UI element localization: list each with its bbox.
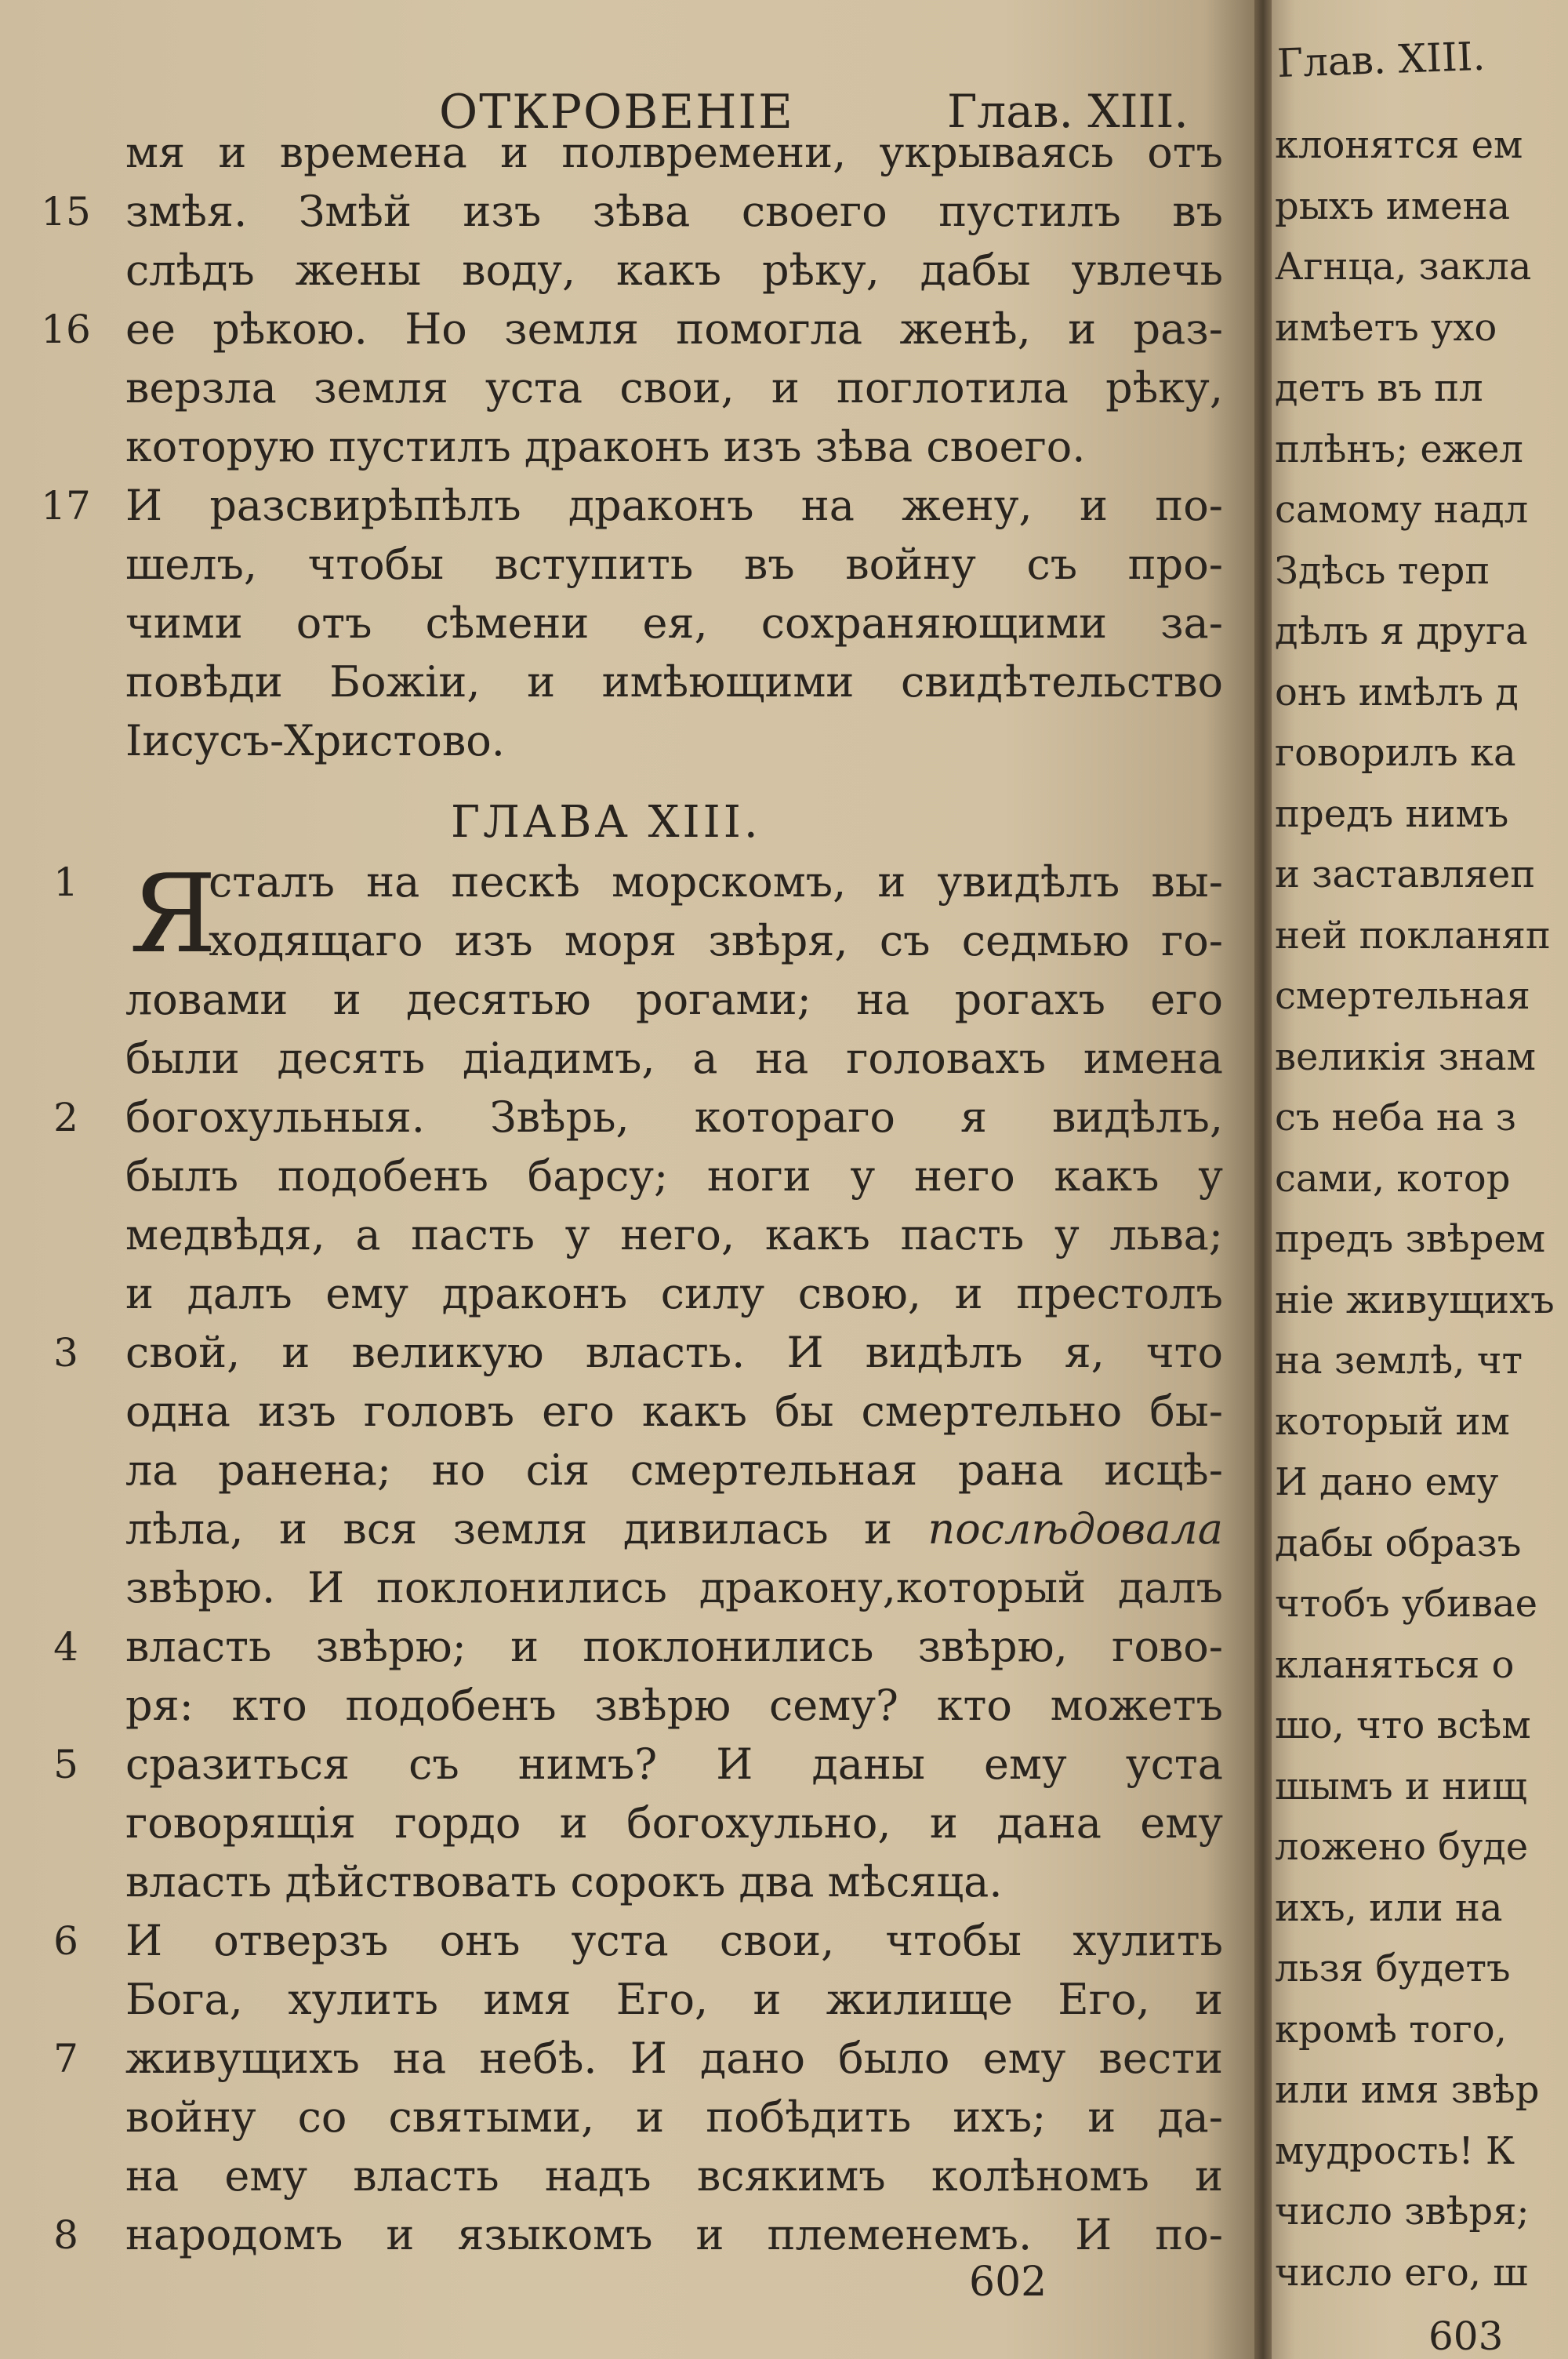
line-text: сталъ на пескѣ морскомъ, и увидѣлъ вы- (209, 857, 1223, 907)
chapter-heading: ГЛАВА XIII. (451, 797, 761, 848)
right-text-line: клонятся ем (1275, 123, 1523, 167)
line-text: живущихъ на небѣ. И дано было ему вести (125, 2034, 1223, 2083)
right-text-line: предъ звѣрем (1275, 1217, 1546, 1261)
text-line (125, 1678, 1223, 1733)
line-text: медвѣдя, а пасть у него, какъ пасть у льва; (125, 1210, 1223, 1259)
text-line (125, 125, 1223, 180)
line-text: свой, и великую власть. И видѣлъ я, что (125, 1328, 1223, 1377)
right-text-line: льзя будетъ (1275, 1946, 1511, 1990)
text-line (125, 1855, 1223, 1910)
line-text: на ему власть надъ всякимъ колѣномъ и (125, 2151, 1223, 2201)
text-line (125, 655, 1223, 710)
verse-number: 15 (41, 189, 91, 234)
right-text-line: на землѣ, чт (1275, 1339, 1523, 1383)
line-text: были десять діадимъ, а на головахъ имена (125, 1034, 1223, 1083)
right-text-line: плѣнъ; ежел (1275, 427, 1523, 471)
text-line (209, 855, 1223, 910)
drop-cap: Я (129, 851, 217, 977)
line-text: власть дѣйствовать сорокъ два мѣсяца. (125, 1857, 1003, 1906)
line-text: повѣди Божіи, и имѣющими свидѣтельство (125, 657, 1223, 707)
right-text-line: ніе живущихъ (1275, 1278, 1555, 1322)
right-text-line: съ неба на з (1275, 1096, 1516, 1140)
text-line (125, 1502, 1223, 1557)
verse-number: 16 (41, 307, 91, 352)
folio-left: 602 (969, 2259, 1047, 2306)
right-text-line: рыхъ имена (1275, 184, 1511, 228)
line-text: и далъ ему драконъ силу свою, и престолъ (125, 1269, 1223, 1318)
line-text: ее рѣкою. Но земля помогла женѣ, и раз- (125, 304, 1223, 354)
line-text: сразиться съ нимъ? И даны ему уста (125, 1739, 1223, 1789)
text-line (125, 1149, 1223, 1204)
verse-number: 4 (53, 1624, 78, 1670)
line-text: ходящаго изъ моря звѣря, съ седмью го- (209, 916, 1223, 965)
text-line (125, 1384, 1223, 1439)
running-title: ОТКРОВЕНІЕ (439, 85, 794, 140)
text-line (209, 914, 1223, 969)
verse-number: 17 (41, 483, 91, 529)
right-text-line: число звѣря; (1275, 2190, 1530, 2234)
line-text: народомъ и языкомъ и племенемъ. И по- (125, 2210, 1223, 2259)
right-text-line: кромѣ того, (1275, 2007, 1507, 2052)
italic-word: послѣдовала (927, 1504, 1223, 1554)
line-text: верзла земля уста свои, и поглотила рѣку, (125, 363, 1223, 413)
right-text-line: или имя звѣр (1275, 2068, 1540, 2112)
text-line (125, 1619, 1223, 1674)
verse-number: 8 (53, 2212, 78, 2258)
text-line (125, 1325, 1223, 1380)
line-text: ловами и десятью рогами; на рогахъ его (125, 975, 1223, 1024)
line-text: мя и времена и полвремени, укрываясь отъ (125, 128, 1223, 177)
text-line (125, 1267, 1223, 1321)
folio-right: 603 (1428, 2314, 1504, 2359)
text-line (125, 1972, 1223, 2027)
text-line (125, 1737, 1223, 1792)
line-text: говорящія гордо и богохульно, и дана ему (125, 1798, 1223, 1848)
right-text-line: шымъ и нищ (1275, 1764, 1527, 1808)
book-gutter (1254, 0, 1272, 2359)
text-line (125, 1208, 1223, 1263)
right-text-line: онъ имѣлъ д (1275, 670, 1519, 714)
text-line (125, 478, 1223, 533)
right-text-line: говорилъ ка (1275, 731, 1516, 775)
right-text-line: ней покланяп (1275, 913, 1551, 958)
right-text-line: дабы образъ (1275, 1521, 1522, 1565)
right-text-line: кланяться о (1275, 1642, 1515, 1687)
line-text: И разсвирѣпѣлъ драконъ на жену, и по- (125, 481, 1223, 530)
right-text-line: предъ нимъ (1275, 791, 1509, 836)
right-running-chapter-label: Глав. XIII. (1276, 33, 1486, 86)
right-text-line: шо, что всѣм (1275, 1703, 1531, 1747)
text-line (125, 972, 1223, 1027)
line-text: которую пустилъ драконъ изъ зѣва своего. (125, 422, 1086, 471)
text-line (125, 2031, 1223, 2086)
text-line (125, 1031, 1223, 1086)
text-line (125, 1561, 1223, 1616)
right-text-line: дѣлъ я друга (1275, 609, 1528, 653)
right-text-line: число его, ш (1275, 2250, 1528, 2295)
line-text: власть звѣрю; и поклонились звѣрю, гово- (125, 1622, 1223, 1671)
verse-number: 6 (53, 1918, 78, 1964)
line-text: Бога, хулить имя Его, и жилище Его, и (125, 1975, 1223, 2024)
right-text-line: И дано ему (1275, 1460, 1499, 1504)
line-text: ла ранена; но сія смертельная рана исцѣ- (125, 1445, 1223, 1495)
right-text-line: и заставляеп (1275, 852, 1536, 896)
line-text: шелъ, чтобы вступить въ войну съ про- (125, 540, 1223, 589)
line-text: лѣла, и вся земля дивилась и (125, 1504, 893, 1554)
right-text-line: чтобъ убивае (1275, 1582, 1538, 1626)
text-line (125, 2149, 1223, 2204)
line-text: звѣрю. И поклонились дракону,который далъ (125, 1563, 1223, 1612)
text-line (125, 2090, 1223, 2145)
text-line (125, 420, 1223, 474)
right-text-line: детъ въ пл (1275, 366, 1483, 410)
line-text: богохульныя. Звѣрь, котораго я видѣлъ, (125, 1092, 1223, 1142)
right-text-line: сами, котор (1275, 1156, 1511, 1201)
line-text: чими отъ сѣмени ея, сохраняющими за- (125, 598, 1223, 648)
line-text: Іисусъ-Христово. (125, 716, 505, 765)
text-line (125, 1796, 1223, 1851)
text-line (125, 537, 1223, 592)
line-text: одна изъ головъ его какъ бы смертельно бы- (125, 1387, 1223, 1436)
text-line (125, 302, 1223, 357)
text-line (125, 243, 1223, 298)
verse-number: 7 (53, 2036, 78, 2081)
line-text: войну со святыми, и побѣдить ихъ; и да- (125, 2092, 1223, 2142)
right-text-line: Агнца, закла (1275, 245, 1532, 289)
line-text: былъ подобенъ барсу; ноги у него какъ у (125, 1151, 1223, 1201)
verse-number: 3 (53, 1330, 78, 1376)
text-line (125, 1090, 1223, 1145)
right-text-line: который им (1275, 1399, 1510, 1444)
right-text-line: великія знам (1275, 1034, 1536, 1079)
text-line (125, 2208, 1223, 2263)
text-line (125, 596, 1223, 651)
right-text-line: ложено буде (1275, 1825, 1529, 1869)
right-text-line: ихъ, или на (1275, 1885, 1503, 1930)
right-text-line: Здѣсь терп (1275, 548, 1490, 593)
text-line (125, 1914, 1223, 1968)
running-chapter-label: Глав. XIII. (947, 85, 1189, 138)
text-line (125, 184, 1223, 239)
line-text: слѣдъ жены воду, какъ рѣку, дабы увлечь (125, 245, 1223, 295)
text-line (125, 1443, 1223, 1498)
line-text: И отверзъ онъ уста свои, чтобы хулить (125, 1916, 1223, 1965)
right-text-line: мудрость! К (1275, 2128, 1515, 2173)
right-text-line: самому надл (1275, 488, 1529, 532)
right-text-line: имѣетъ ухо (1275, 305, 1497, 350)
line-text: змѣя. Змѣй изъ зѣва своего пустилъ въ (125, 187, 1223, 236)
verse-number: 1 (53, 860, 78, 905)
text-line (125, 361, 1223, 416)
verse-number: 2 (53, 1095, 78, 1140)
line-text: ря: кто подобенъ звѣрю сему? кто можетъ (125, 1681, 1223, 1730)
verse-number: 5 (53, 1742, 78, 1787)
text-line (125, 714, 1223, 769)
right-text-line: смертельная (1275, 974, 1530, 1018)
